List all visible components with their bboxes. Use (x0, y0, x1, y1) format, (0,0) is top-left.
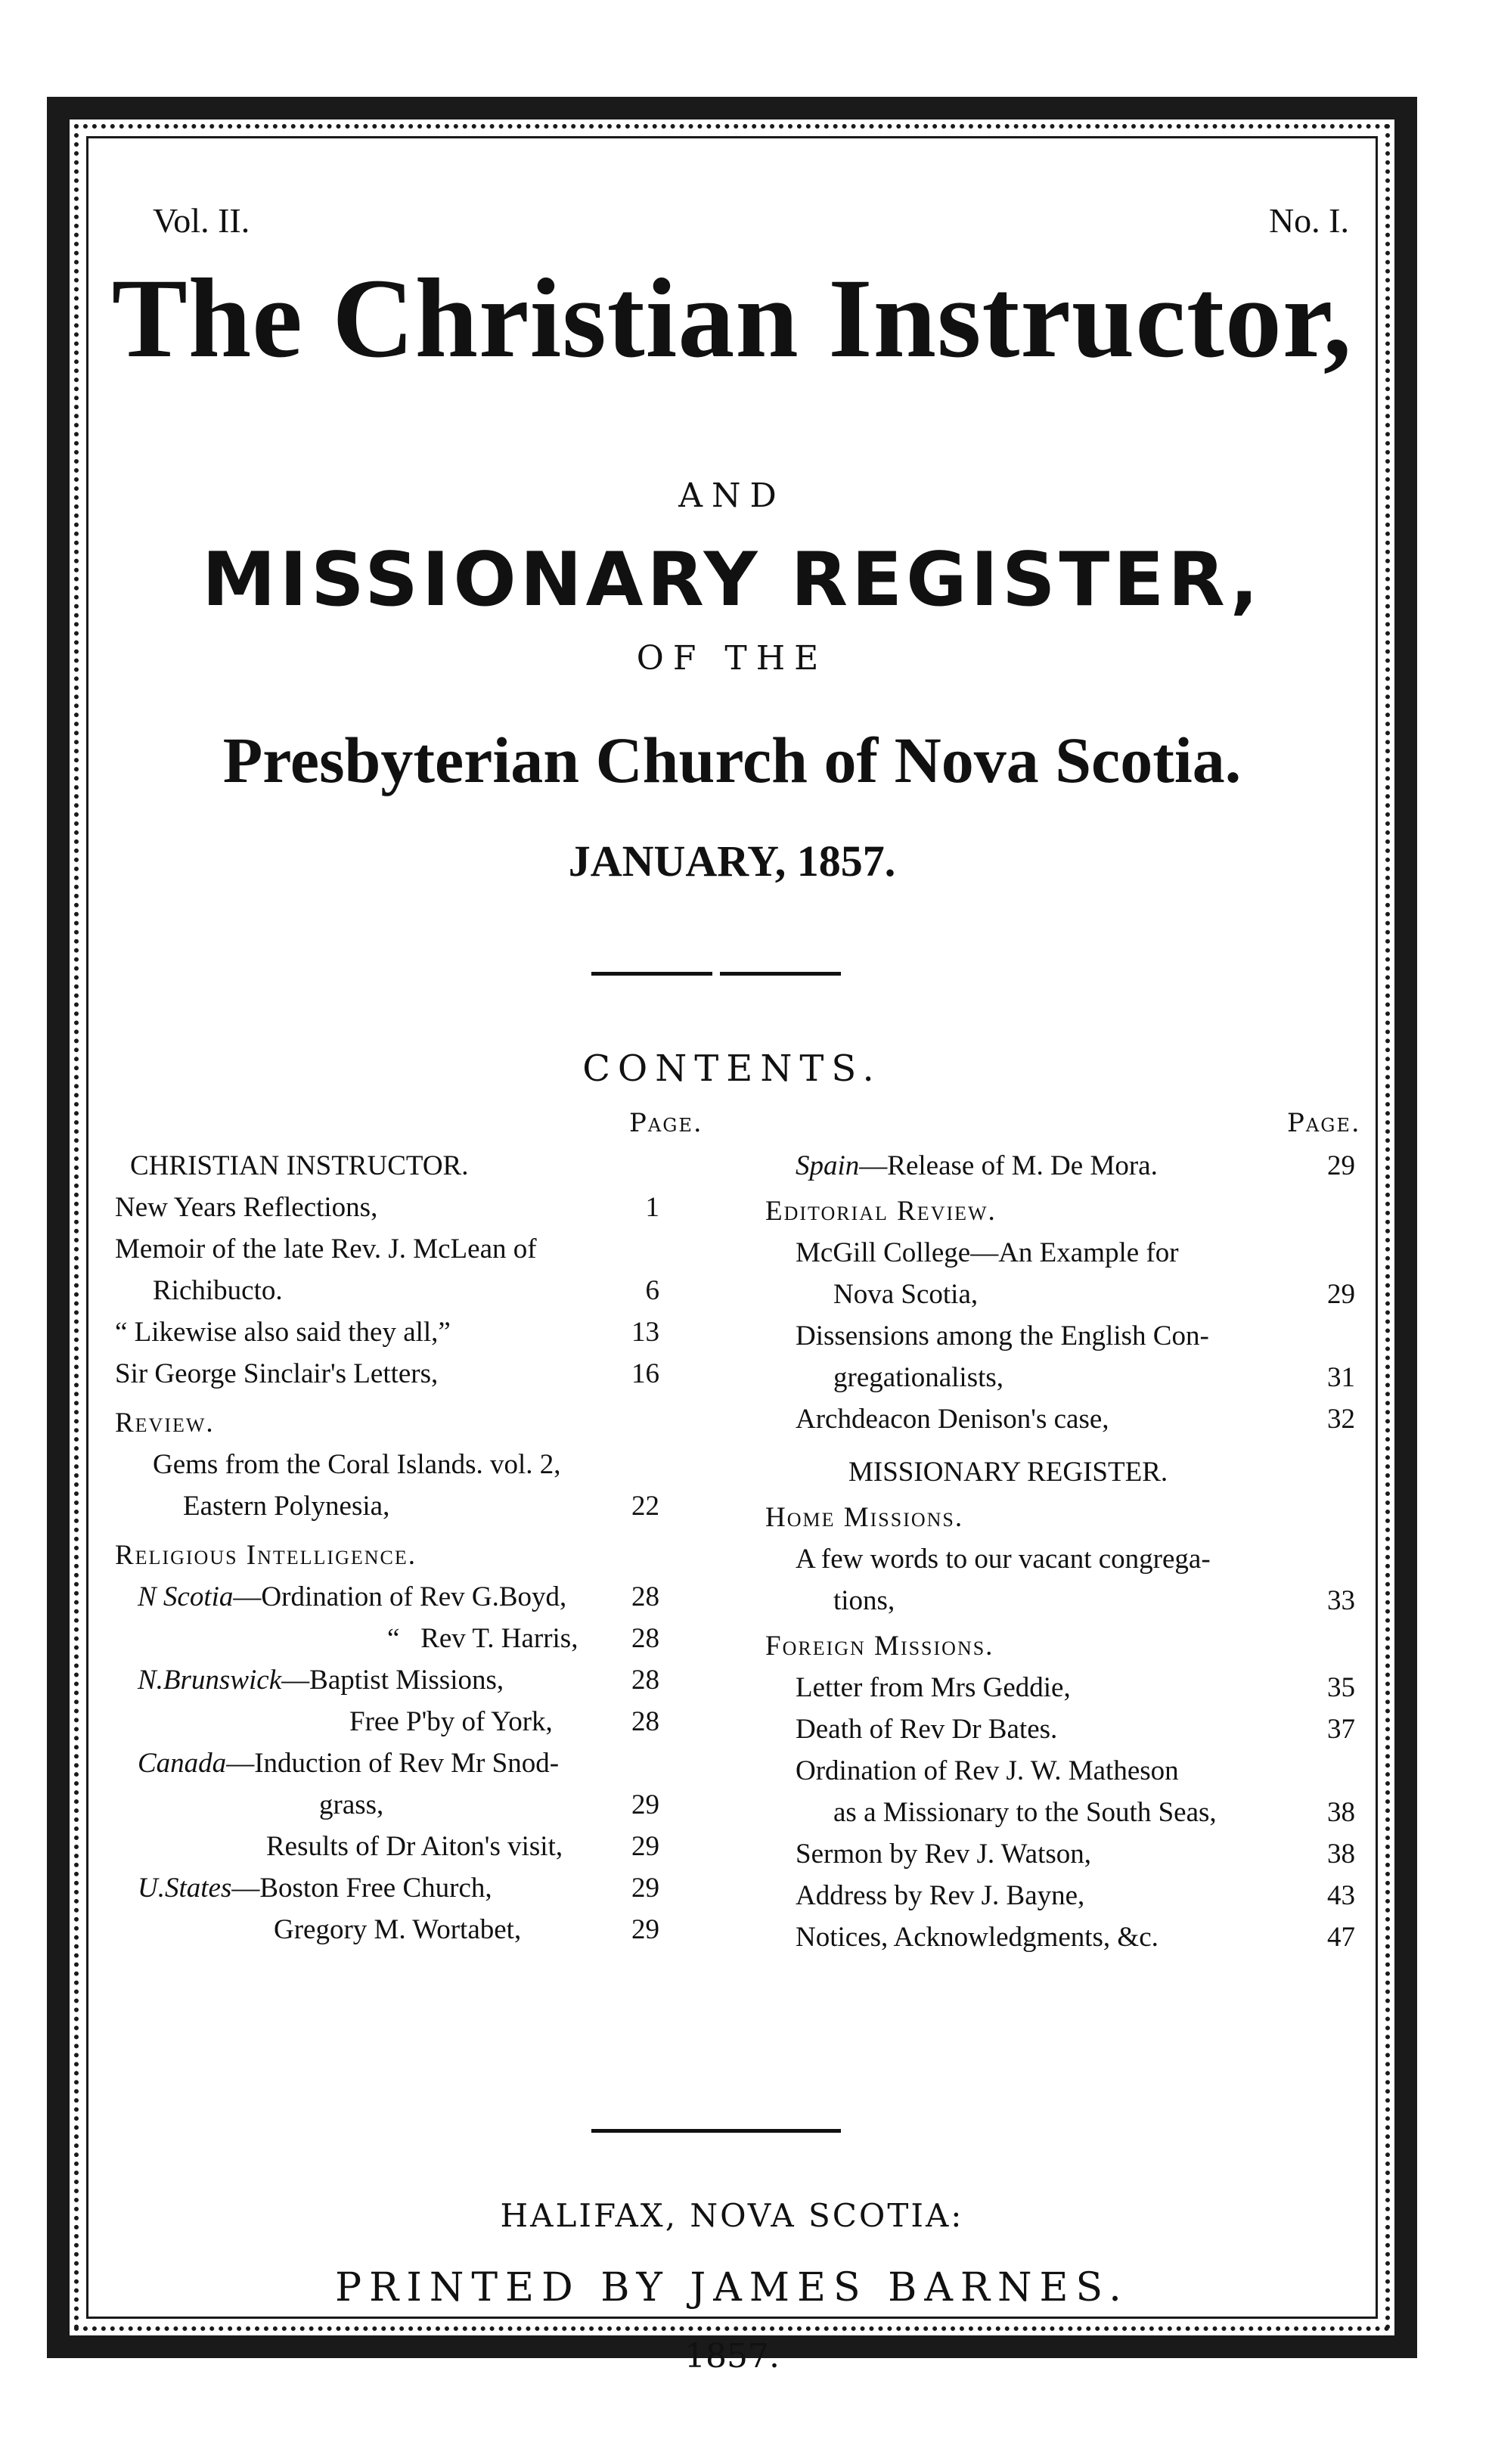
toc-entry (796, 1150, 1158, 1182)
title-page (70, 117, 1394, 2376)
church-title: Presbyterian Church of Nova Scotia. (222, 724, 1242, 796)
toc-entry: New Years Reflections, (115, 1192, 378, 1223)
toc-entry-text: —Ordination of Rev G.Boyd, (233, 1581, 567, 1612)
toc-entry: Richibucto. (153, 1275, 283, 1306)
divider-rule (720, 972, 841, 976)
toc-page: 28 (631, 1623, 659, 1654)
section-heading: Foreign Missions. (765, 1631, 994, 1662)
region-label: Canada (138, 1748, 227, 1779)
toc-page: 29 (1327, 1150, 1355, 1181)
toc-page: 29 (631, 1789, 659, 1820)
toc-page: 16 (631, 1358, 659, 1389)
toc-entry: Dissensions among the English Con- (796, 1320, 1209, 1351)
toc-entry (138, 1581, 566, 1613)
toc-page: 29 (631, 1873, 659, 1904)
divider-rule (591, 2129, 841, 2133)
toc-page: 1 (645, 1192, 659, 1223)
toc-entry: Gregory M. Wortabet, (274, 1914, 522, 1945)
toc-entry (138, 1872, 492, 1904)
toc-entry: gregationalists, (833, 1362, 1004, 1393)
ditto-mark: “ (387, 1623, 400, 1654)
region-label: N.Brunswick (138, 1665, 282, 1696)
imprint-year: 1857. (684, 2337, 780, 2376)
toc-entry: Ordination of Rev J. W. Matheson (796, 1755, 1179, 1786)
toc-page: 38 (1327, 1839, 1355, 1870)
toc-entry-text: —Baptist Missions, (281, 1665, 504, 1696)
divider-rule (591, 972, 712, 976)
publication-title: The Christian Instructor, (111, 256, 1353, 381)
toc-entry: grass, (319, 1789, 384, 1820)
toc-entry: Memoir of the late Rev. J. McLean of (115, 1234, 537, 1265)
toc-entry: Free P'by of York, (349, 1706, 553, 1737)
toc-entry (387, 1622, 578, 1655)
toc-entry: Sermon by Rev J. Watson, (796, 1839, 1091, 1870)
toc-page: 38 (1327, 1797, 1355, 1828)
page-label-left: Page. (629, 1108, 703, 1138)
toc-page: 32 (1327, 1404, 1355, 1435)
toc-entry: Archdeacon Denison's case, (796, 1404, 1109, 1435)
toc-entry: Death of Rev Dr Bates. (796, 1714, 1058, 1745)
toc-entry: Gems from the Coral Islands. vol. 2, (153, 1449, 561, 1480)
toc-page: 29 (631, 1831, 659, 1862)
toc-entry: Nova Scotia, (833, 1279, 979, 1310)
toc-entry-text: —Boston Free Church, (231, 1873, 492, 1904)
section-heading: Home Missions. (765, 1502, 964, 1533)
section-heading: Religious Intelligence. (115, 1540, 417, 1571)
contents-heading: CONTENTS. (582, 1047, 882, 1090)
toc-entry: Letter from Mrs Geddie, (796, 1672, 1071, 1703)
issue-date: JANUARY, 1857. (568, 836, 896, 886)
region-label: Spain (796, 1150, 860, 1181)
toc-page: 29 (1327, 1279, 1355, 1310)
toc-page: 13 (631, 1317, 659, 1348)
toc-entry: Results of Dr Aiton's visit, (266, 1831, 563, 1862)
toc-entry: A few words to our vacant congrega- (796, 1544, 1211, 1575)
toc-entry (138, 1664, 504, 1696)
toc-page: 31 (1327, 1362, 1355, 1393)
toc-entry: Eastern Polynesia, (183, 1491, 390, 1522)
toc-page: 47 (1327, 1922, 1355, 1953)
section-heading: CHRISTIAN INSTRUCTOR. (130, 1150, 469, 1181)
of-the-line: OF THE (636, 639, 828, 678)
toc-page: 28 (631, 1581, 659, 1612)
toc-entry: as a Missionary to the South Seas, (833, 1797, 1217, 1828)
toc-page: 43 (1327, 1880, 1355, 1911)
toc-entry: “ Likewise also said they all,” (115, 1317, 451, 1348)
region-label: U.States (138, 1873, 232, 1904)
and-line: AND (678, 476, 786, 515)
toc-page: 6 (645, 1275, 659, 1306)
register-title: MISSIONARY REGISTER, (202, 537, 1262, 623)
toc-entry: Sir George Sinclair's Letters, (115, 1358, 439, 1389)
imprint-place: HALIFAX, NOVA SCOTIA: (500, 2197, 964, 2234)
toc-page: 28 (631, 1706, 659, 1737)
section-heading: MISSIONARY REGISTER. (848, 1457, 1168, 1488)
section-heading: Review. (115, 1407, 215, 1438)
toc-page: 28 (631, 1665, 659, 1696)
toc-entry-text: Rev T. Harris, (420, 1623, 578, 1654)
number-label: No. I. (1268, 201, 1349, 240)
toc-page: 35 (1327, 1672, 1355, 1703)
toc-entry: tions, (833, 1585, 895, 1616)
toc-page: 22 (631, 1491, 659, 1522)
toc-entry-text: —Release of M. De Mora. (859, 1150, 1158, 1181)
toc-entry: McGill College—An Example for (796, 1237, 1179, 1268)
toc-entry: Notices, Acknowledgments, &c. (796, 1922, 1159, 1953)
toc-entry-text: —Induction of Rev Mr Snod- (226, 1748, 560, 1779)
toc-page: 33 (1327, 1585, 1355, 1616)
imprint-printer: PRINTED BY JAMES BARNES. (335, 2265, 1129, 2310)
toc-page: 37 (1327, 1714, 1355, 1745)
section-heading: Editorial Review. (765, 1196, 997, 1227)
toc-entry: Address by Rev J. Bayne, (796, 1880, 1085, 1911)
page-label-right: Page. (1287, 1108, 1361, 1138)
toc-entry (138, 1747, 559, 1780)
region-label: N Scotia (138, 1581, 234, 1612)
toc-page: 29 (631, 1914, 659, 1945)
volume-label: Vol. II. (153, 201, 250, 240)
